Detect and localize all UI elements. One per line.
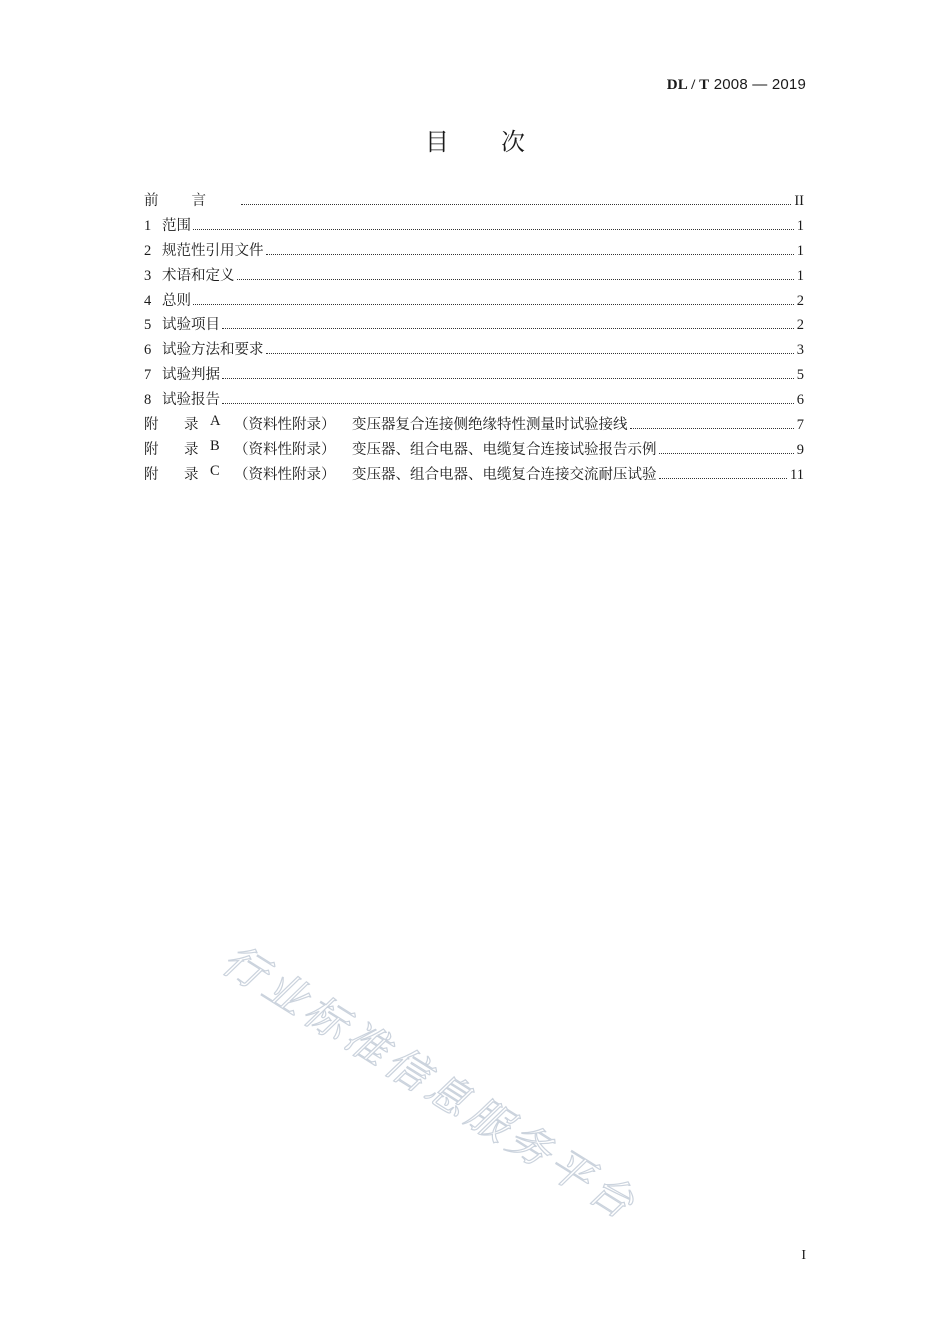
dot-leader xyxy=(193,304,794,305)
toc-entry-page: 2 xyxy=(796,317,804,334)
toc-entry-label: 试验报告 xyxy=(162,392,220,409)
toc-entry-number: 8 xyxy=(144,392,152,409)
watermark: 行业标准信息服务平台 xyxy=(213,934,647,1231)
standard-code xyxy=(667,76,806,94)
toc-entry-section-6[interactable] xyxy=(144,338,804,363)
page-title-char-2: 次 xyxy=(501,128,525,156)
dot-leader xyxy=(222,403,794,404)
toc-entry-page: 3 xyxy=(796,342,804,359)
toc-entry-appendix-a[interactable] xyxy=(144,413,804,438)
dot-leader xyxy=(222,328,794,329)
toc-entry-label: 前言 xyxy=(144,193,239,209)
table-of-contents xyxy=(144,189,804,488)
toc-entry-number: 2 xyxy=(144,242,152,259)
toc-entry-page: 1 xyxy=(796,242,804,259)
toc-entry-page: 9 xyxy=(796,441,804,458)
toc-entry-label: 试验方法和要求 xyxy=(162,342,264,359)
appendix-word-1: 附 xyxy=(144,417,159,434)
appendix-heading xyxy=(144,438,352,459)
toc-entry-section-7[interactable] xyxy=(144,363,804,388)
appendix-heading xyxy=(144,463,352,484)
toc-entry-number: 1 xyxy=(144,217,152,234)
dot-leader xyxy=(266,254,794,255)
toc-entry-number: 3 xyxy=(144,267,152,284)
toc-entry-preface[interactable] xyxy=(144,189,804,214)
toc-entry-label: 变压器、组合电器、电缆复合连接试验报告示例 xyxy=(352,441,657,458)
dot-leader xyxy=(266,353,794,354)
toc-entry-number: 4 xyxy=(144,292,152,309)
toc-entry-section-2[interactable] xyxy=(144,239,804,264)
toc-entry-page: 1 xyxy=(796,267,804,284)
toc-entry-page: II xyxy=(794,193,804,209)
toc-entry-appendix-b[interactable] xyxy=(144,438,804,463)
dot-leader xyxy=(630,428,794,429)
toc-entry-number: 5 xyxy=(144,317,152,334)
toc-entry-page: 5 xyxy=(796,367,804,384)
dot-leader xyxy=(659,478,788,479)
appendix-heading xyxy=(144,413,352,434)
dot-leader xyxy=(193,229,794,230)
standard-code-prefix: DL / T xyxy=(666,77,710,93)
appendix-word-2: 录 xyxy=(184,441,199,458)
toc-entry-number: 7 xyxy=(144,367,152,384)
toc-entry-page: 11 xyxy=(790,466,804,483)
toc-entry-page: 2 xyxy=(796,292,804,309)
page-title-char-1: 目 xyxy=(425,128,449,156)
appendix-letter: C xyxy=(210,462,220,479)
appendix-kind: （资料性附录） xyxy=(234,417,336,434)
toc-entry-label: 试验判据 xyxy=(162,367,220,384)
toc-entry-label: 试验项目 xyxy=(162,317,220,334)
appendix-letter: A xyxy=(210,413,221,430)
toc-entry-label: 总则 xyxy=(162,292,191,309)
toc-entry-number: 6 xyxy=(144,342,152,359)
dot-leader xyxy=(222,378,794,379)
appendix-kind: （资料性附录） xyxy=(234,441,336,458)
toc-entry-label: 范围 xyxy=(162,217,191,234)
toc-entry-page: 1 xyxy=(796,217,804,234)
toc-entry-label: 变压器、组合电器、电缆复合连接交流耐压试验 xyxy=(352,466,657,483)
dot-leader xyxy=(237,279,794,280)
toc-entry-appendix-c[interactable] xyxy=(144,463,804,488)
appendix-word-1: 附 xyxy=(144,466,159,483)
appendix-kind: （资料性附录） xyxy=(234,466,336,483)
toc-entry-section-8[interactable] xyxy=(144,388,804,413)
toc-entry-section-1[interactable] xyxy=(144,214,804,239)
page-number: I xyxy=(801,1248,806,1263)
toc-entry-label: 术语和定义 xyxy=(162,267,235,284)
toc-entry-section-4[interactable] xyxy=(144,289,804,314)
toc-entry-page: 7 xyxy=(796,417,804,434)
appendix-word-2: 录 xyxy=(184,417,199,434)
standard-code-number: 2008 — 2019 xyxy=(713,76,806,93)
toc-entry-section-5[interactable] xyxy=(144,313,804,338)
toc-entry-label: 变压器复合连接侧绝缘特性测量时试验接线 xyxy=(352,417,628,434)
appendix-word-2: 录 xyxy=(184,466,199,483)
toc-entry-label: 规范性引用文件 xyxy=(162,242,264,259)
toc-entry-section-3[interactable] xyxy=(144,264,804,289)
toc-entry-page: 6 xyxy=(796,392,804,409)
dot-leader xyxy=(241,204,791,205)
page-title xyxy=(0,122,950,157)
appendix-letter: B xyxy=(210,437,220,454)
dot-leader xyxy=(659,453,794,454)
appendix-word-1: 附 xyxy=(144,441,159,458)
